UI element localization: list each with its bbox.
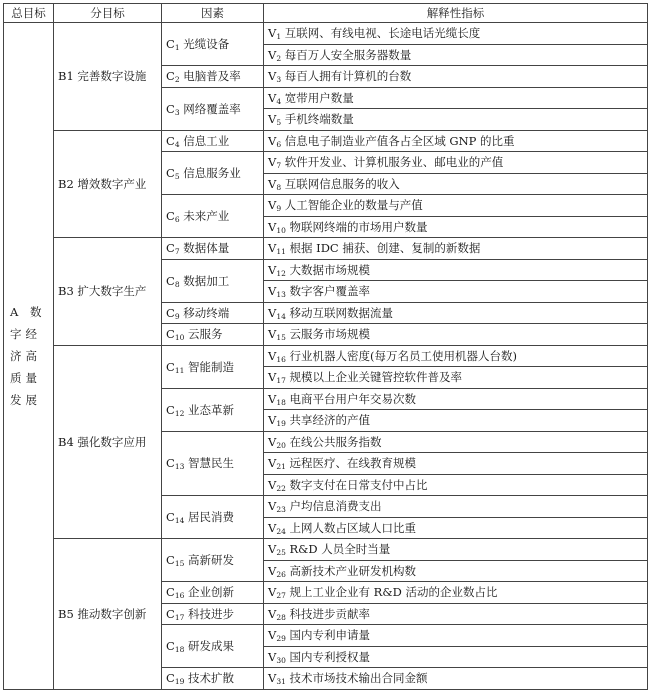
- factor-cell: [162, 496, 264, 539]
- code-letter: C: [166, 327, 175, 342]
- table-row: [4, 539, 648, 561]
- code-letter: V: [268, 112, 277, 127]
- code-letter: V: [268, 26, 277, 41]
- code-subscript: 7: [276, 161, 282, 171]
- code-letter: C: [166, 273, 175, 288]
- goal-cell: A 数字经济高质量发展: [4, 23, 54, 690]
- code-letter: V: [268, 585, 277, 600]
- indicator-cell: [264, 87, 648, 109]
- indicator-cell: [264, 173, 648, 195]
- code-letter: C: [166, 402, 175, 417]
- cell-text: 上网人数占区域人口比重: [285, 520, 417, 535]
- code-subscript: 5: [276, 118, 282, 128]
- code-letter: C: [166, 553, 175, 567]
- code-subscript: 31: [276, 677, 286, 687]
- cell-text: 信息电子制造业产值各占全区域 GNP 的比重: [281, 133, 515, 148]
- indicator-cell: [264, 109, 648, 131]
- code-letter: V: [268, 219, 277, 234]
- cell-text: 数字客户覆盖率: [285, 284, 371, 299]
- cell-text: 业态革新: [184, 402, 235, 417]
- table-row: [4, 130, 648, 152]
- code-subscript: 29: [276, 634, 286, 644]
- indicator-cell: [264, 560, 648, 582]
- cell-text: 国内专利申请量: [285, 628, 371, 643]
- code-subscript: 17: [276, 376, 286, 386]
- cell-text: 数字支付在日常支付中占比: [285, 477, 428, 492]
- factor-cell: [162, 302, 264, 324]
- code-letter: C: [166, 37, 175, 51]
- cell-text: R&D 人员全时当量: [285, 542, 391, 557]
- cell-text: 高新技术产业研发机构数: [285, 563, 417, 578]
- cell-text: 根据 IDC 捕获、创建、复制的新数据: [285, 241, 481, 256]
- factor-cell: [162, 23, 264, 66]
- cell-text: 软件开发业、计算机服务业、邮电业的产值: [281, 155, 504, 170]
- indicator-cell: [264, 216, 648, 238]
- cell-text: 网络覆盖率: [179, 101, 241, 116]
- code-subscript: 2: [174, 75, 180, 85]
- cell-text: 技术市场技术输出合同金额: [285, 671, 428, 686]
- code-letter: V: [268, 434, 277, 449]
- code-subscript: 9: [174, 311, 180, 321]
- indicator-cell: [264, 130, 648, 152]
- subgoal-cell: B2 增效数字产业: [54, 130, 162, 238]
- code-letter: V: [268, 477, 277, 492]
- code-letter: C: [166, 606, 175, 621]
- code-letter: C: [166, 69, 175, 84]
- indicator-cell: [264, 66, 648, 88]
- code-letter: V: [268, 542, 277, 557]
- indicator-cell: [264, 431, 648, 453]
- code-subscript: 12: [276, 268, 286, 278]
- table-row: [4, 345, 648, 367]
- cell-text: 技术扩散: [184, 671, 235, 686]
- code-subscript: 15: [174, 559, 185, 568]
- cell-text: 规上工业企业有 R&D 活动的企业数占比: [285, 585, 498, 600]
- factor-cell: [162, 195, 264, 238]
- code-subscript: 6: [276, 139, 282, 149]
- indicator-cell: [264, 603, 648, 625]
- code-letter: V: [268, 520, 277, 535]
- code-subscript: 14: [174, 516, 185, 525]
- factor-cell: [162, 345, 264, 388]
- indicator-cell: [264, 496, 648, 518]
- code-subscript: 11: [276, 247, 286, 257]
- code-subscript: 2: [276, 53, 282, 63]
- cell-text: 智慧民生: [184, 456, 235, 471]
- factor-cell: [162, 431, 264, 496]
- factor-cell: [162, 130, 264, 152]
- code-subscript: 8: [276, 182, 282, 192]
- cell-text: 信息服务业: [179, 166, 241, 180]
- code-letter: V: [268, 671, 277, 686]
- cell-text: 云服务: [184, 327, 223, 342]
- code-letter: C: [166, 639, 175, 653]
- code-letter: C: [166, 305, 175, 320]
- cell-text: 光缆设备: [179, 37, 230, 51]
- code-letter: V: [268, 155, 277, 170]
- indicator-cell: [264, 625, 648, 647]
- code-subscript: 23: [276, 505, 286, 515]
- code-subscript: 22: [276, 483, 286, 493]
- code-letter: V: [268, 606, 277, 621]
- code-subscript: 7: [174, 247, 180, 257]
- indicator-cell: [264, 474, 648, 496]
- code-subscript: 19: [276, 419, 286, 429]
- header-factor: 因素: [162, 4, 264, 23]
- code-subscript: 12: [174, 408, 185, 418]
- cell-text: 移动终端: [179, 305, 230, 320]
- indicator-cell: [264, 44, 648, 66]
- code-subscript: 8: [174, 279, 180, 289]
- cell-text: 高新研发: [184, 553, 235, 567]
- factor-cell: [162, 582, 264, 604]
- cell-text: 未来产业: [179, 209, 230, 223]
- code-letter: V: [268, 133, 277, 148]
- code-letter: C: [166, 671, 175, 686]
- code-letter: V: [268, 391, 277, 406]
- indicator-cell: [264, 646, 648, 668]
- code-subscript: 20: [276, 440, 286, 450]
- code-subscript: 14: [276, 311, 286, 321]
- indicator-cell: [264, 324, 648, 346]
- cell-text: 科技进步贡献率: [285, 606, 371, 621]
- cell-text: 人工智能企业的数量与产值: [281, 198, 423, 213]
- factor-cell: [162, 66, 264, 88]
- indicator-cell: [264, 410, 648, 432]
- cell-text: 企业创新: [184, 585, 235, 600]
- code-letter: C: [166, 209, 175, 223]
- indicator-cell: [264, 539, 648, 561]
- factor-cell: [162, 388, 264, 431]
- cell-text: 每百人拥有计算机的台数: [281, 69, 412, 84]
- code-subscript: 4: [174, 139, 180, 149]
- factor-cell: [162, 87, 264, 130]
- code-letter: V: [268, 47, 277, 62]
- indicator-cell: [264, 259, 648, 281]
- code-subscript: 11: [174, 365, 185, 375]
- code-letter: C: [166, 133, 175, 148]
- factor-cell: [162, 152, 264, 195]
- code-subscript: 26: [276, 569, 286, 579]
- indicator-table: [3, 3, 648, 690]
- cell-text: 智能制造: [184, 359, 235, 374]
- code-subscript: 19: [174, 677, 185, 687]
- code-letter: V: [268, 348, 277, 363]
- indicator-cell: [264, 23, 648, 45]
- code-subscript: 18: [276, 397, 286, 407]
- code-subscript: 21: [276, 462, 286, 472]
- cell-text: 信息工业: [179, 133, 230, 148]
- cell-text: 研发成果: [184, 639, 235, 653]
- code-subscript: 1: [276, 32, 282, 42]
- code-letter: V: [268, 176, 277, 191]
- code-letter: C: [166, 241, 175, 256]
- code-subscript: 5: [174, 172, 180, 181]
- header-goal: 总目标: [4, 4, 54, 23]
- cell-text: 大数据市场规模: [285, 262, 371, 277]
- cell-text: 每百万人安全服务器数量: [281, 47, 412, 62]
- indicator-cell: [264, 345, 648, 367]
- code-letter: C: [166, 359, 175, 374]
- code-subscript: 24: [276, 526, 286, 536]
- cell-text: 互联网、有线电视、长途电话光缆长度: [281, 26, 481, 41]
- cell-text: 宽带用户数量: [281, 90, 354, 105]
- code-letter: V: [268, 284, 277, 299]
- code-letter: V: [268, 649, 277, 664]
- code-subscript: 16: [174, 591, 185, 601]
- code-letter: C: [166, 510, 175, 524]
- code-subscript: 1: [174, 43, 180, 52]
- code-letter: C: [166, 456, 175, 471]
- code-letter: V: [268, 370, 277, 385]
- cell-text: 规模以上企业关键管控软件普及率: [285, 370, 463, 385]
- cell-text: 在线公共服务指数: [285, 434, 382, 449]
- cell-text: 远程医疗、在线教育规模: [285, 456, 417, 471]
- code-letter: V: [268, 305, 277, 320]
- cell-text: 数据体量: [179, 241, 230, 256]
- code-subscript: 6: [174, 215, 180, 224]
- code-subscript: 28: [276, 612, 286, 622]
- indicator-cell: [264, 302, 648, 324]
- code-subscript: 18: [174, 645, 185, 654]
- factor-cell: [162, 625, 264, 668]
- code-letter: V: [268, 262, 277, 277]
- code-subscript: 16: [276, 354, 286, 364]
- code-subscript: 17: [174, 612, 185, 622]
- code-letter: V: [268, 90, 277, 105]
- subgoal-cell: B1 完善数字设施: [54, 23, 162, 131]
- table-row: [4, 23, 648, 45]
- code-letter: V: [268, 241, 277, 256]
- indicator-cell: [264, 152, 648, 174]
- subgoal-cell: B5 推动数字创新: [54, 539, 162, 690]
- code-letter: C: [166, 585, 175, 600]
- subgoal-cell: B4 强化数字应用: [54, 345, 162, 539]
- indicator-cell: [264, 453, 648, 475]
- code-subscript: 4: [276, 96, 282, 106]
- code-subscript: 10: [174, 333, 185, 343]
- indicator-cell: [264, 195, 648, 217]
- code-subscript: 15: [276, 333, 286, 343]
- cell-text: 居民消费: [184, 510, 235, 524]
- indicator-cell: [264, 388, 648, 410]
- indicator-cell: [264, 517, 648, 539]
- cell-text: 手机终端数量: [281, 112, 354, 127]
- cell-text: 互联网信息服务的收入: [281, 176, 400, 191]
- factor-cell: [162, 668, 264, 690]
- cell-text: 云服务市场规模: [285, 327, 371, 342]
- factor-cell: [162, 324, 264, 346]
- cell-text: 行业机器人密度(每万名员工使用机器人台数): [285, 348, 517, 363]
- cell-text: 户均信息消费支出: [285, 499, 382, 514]
- cell-text: 共享经济的产值: [285, 413, 371, 428]
- factor-cell: [162, 539, 264, 582]
- code-letter: V: [268, 198, 277, 213]
- indicator-cell: [264, 582, 648, 604]
- code-letter: C: [166, 101, 175, 116]
- cell-text: 物联网终端的市场用户数量: [285, 219, 428, 234]
- code-subscript: 30: [276, 655, 286, 665]
- code-subscript: 13: [276, 290, 286, 300]
- code-subscript: 3: [174, 107, 180, 117]
- subgoal-cell: B3 扩大数字生产: [54, 238, 162, 346]
- cell-text: 国内专利授权量: [285, 649, 371, 664]
- code-subscript: 3: [276, 75, 282, 85]
- header-subgoal: 分目标: [54, 4, 162, 23]
- code-subscript: 13: [174, 462, 185, 472]
- table-body: [4, 23, 648, 690]
- cell-text: 电脑普及率: [179, 69, 241, 84]
- code-letter: V: [268, 628, 277, 643]
- cell-text: 科技进步: [184, 606, 235, 621]
- table-row: [4, 238, 648, 260]
- code-letter: V: [268, 413, 277, 428]
- factor-cell: [162, 603, 264, 625]
- factor-cell: [162, 238, 264, 260]
- factor-cell: [162, 259, 264, 302]
- cell-text: 移动互联网数据流量: [285, 305, 394, 320]
- cell-text: 电商平台用户年交易次数: [285, 391, 417, 406]
- code-letter: C: [166, 166, 175, 180]
- code-letter: V: [268, 327, 277, 342]
- code-letter: V: [268, 456, 277, 471]
- indicator-cell: [264, 668, 648, 690]
- code-subscript: 25: [276, 548, 286, 558]
- cell-text: 数据加工: [179, 273, 230, 288]
- header-row: [4, 4, 648, 23]
- indicator-cell: [264, 367, 648, 389]
- header-indicator: 解释性指标: [264, 4, 648, 23]
- code-letter: V: [268, 563, 277, 578]
- code-subscript: 10: [276, 225, 286, 235]
- code-letter: V: [268, 69, 277, 84]
- indicator-cell: [264, 238, 648, 260]
- code-subscript: 9: [276, 204, 282, 214]
- code-letter: V: [268, 499, 277, 514]
- code-subscript: 27: [276, 591, 286, 601]
- indicator-cell: [264, 281, 648, 303]
